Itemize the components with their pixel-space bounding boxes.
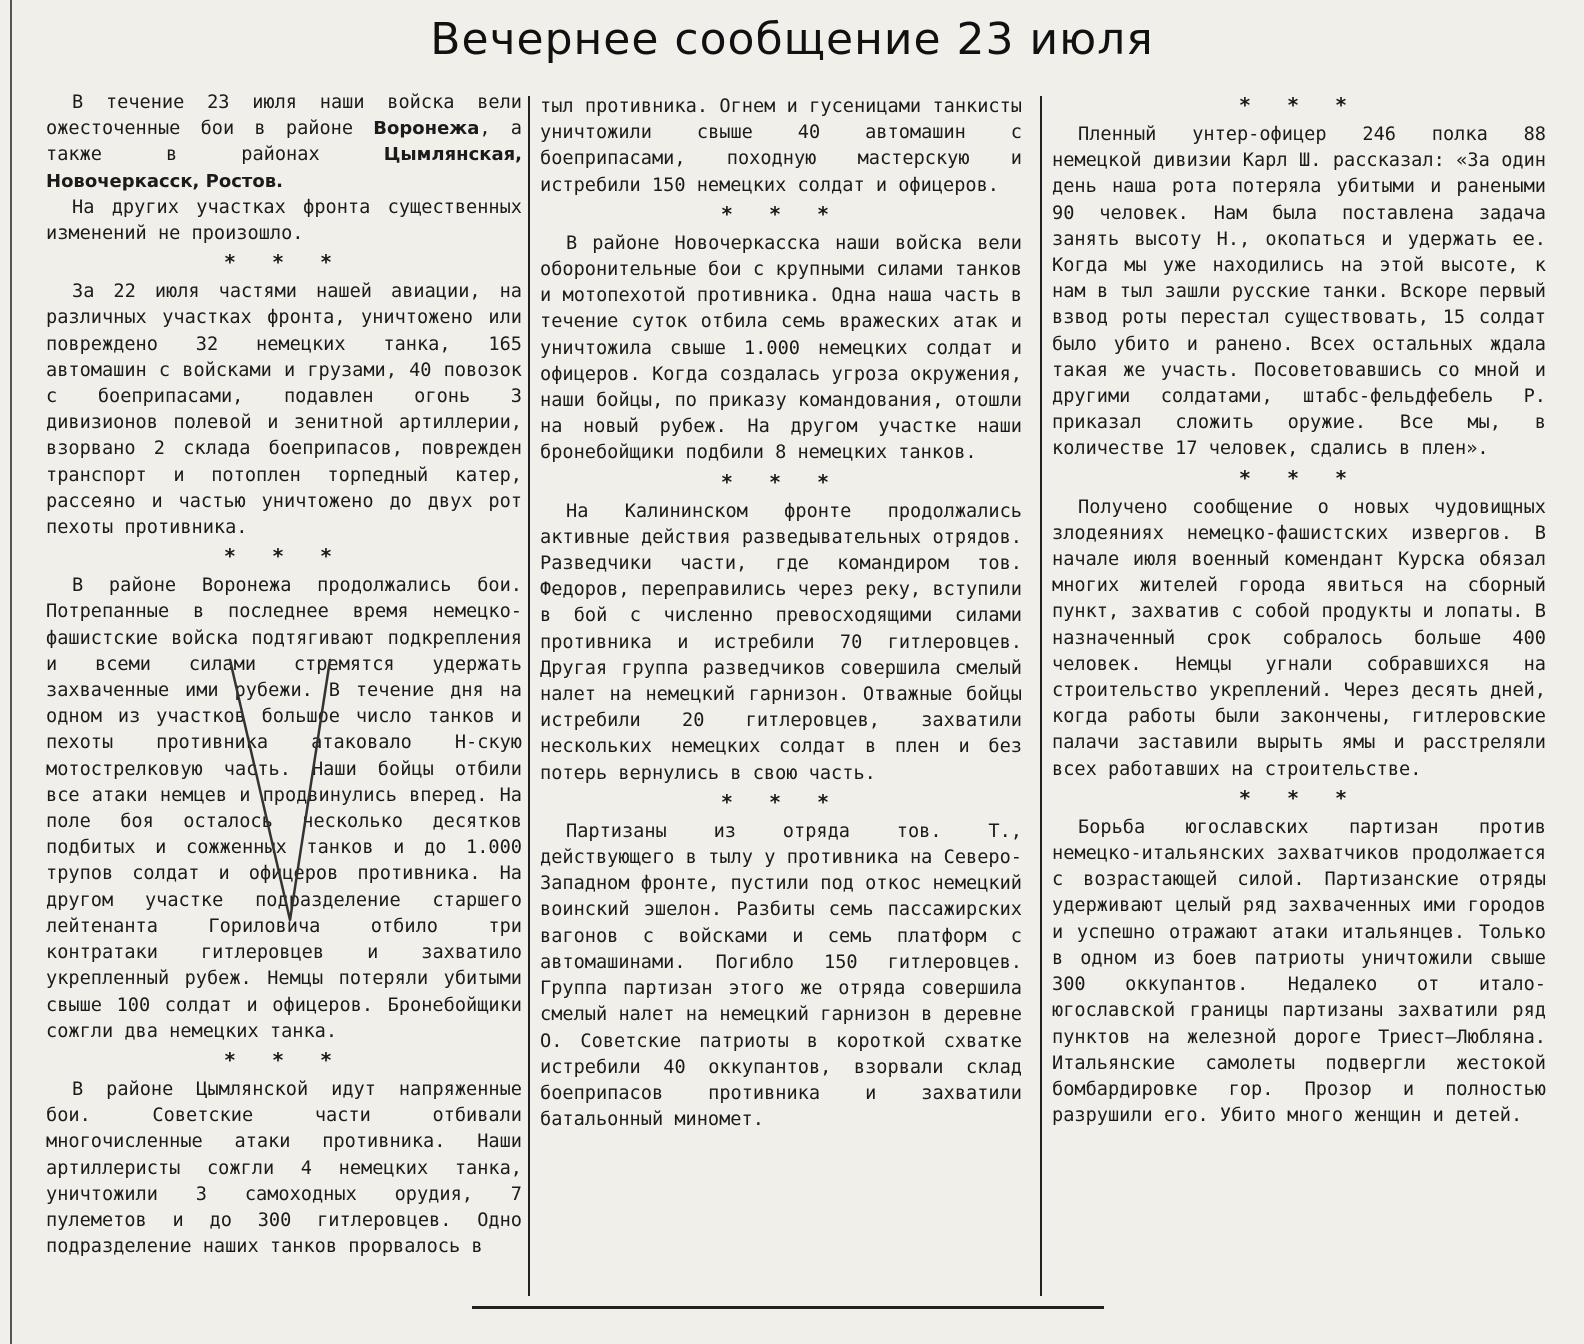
section-separator: * * * — [223, 544, 345, 569]
paragraph: В районе Новочеркасска наши войска вели оборонительные бои с крупными силами танков и мотопехотой противника. Одна наша часть в течение суток отбила семь вражеских атак и уничтожила свыше 1.000 немецких солдат и офицеров. Когда создалась угроза окружения, наши бойцы, по приказу командования, отошли на новый рубеж. На другом участке наши бронебойщики подбили 8 немецких танков. — [540, 232, 1022, 464]
paragraph: Партизаны из отряда тов. Т., действующего в тылу у противника на Северо-Западном фронте, пустили под откос немецкий воинский эшелон. Разбиты семь пассажирских вагонов с войсками и семь платформ с автомашинами. Погибло 150 гитлеровцев. Группа партизан этого же отряда совершила смелый налет на немецкий гарнизон в деревне О. Советские патриоты в короткой схватке истребили 40 оккупантов, взорвали склад боеприпасов противника и захватили батальонный миномет. — [540, 820, 1022, 1131]
section-separator: * * * — [720, 469, 842, 494]
paragraph: Борьба югославских партизан против немецко-итальянских захватчиков продолжается с возрастающей силой. Партизанские отряды удерживают целый ряд захваченных ими городов и успешно отражают атаки итальянцев. Только в одном из боев патриоты уничтожили свыше 300 оккупантов. Недалеко от итало-югославской границы партизаны захватили ряд пунктов на железной дороге Триест—Любляна. Итальянские самолеты подвергли жестокой бомбардировке гор. Прозор и полностью разрушили его. Убито много женщин и детей. — [1052, 816, 1546, 1127]
section-separator: * * * — [720, 201, 842, 226]
paragraph: тыл противника. Огнем и гусеницами танкисты уничтожили свыше 40 автомашин с боеприпасами, походную мастерскую и истребили 150 немецких солдат и офицеров. — [540, 96, 1022, 196]
bottom-rule — [472, 1306, 1104, 1309]
paragraph: Пленный унтер-офицер 246 полка 88 немецкой дивизии Карл Ш. рассказал: «За один день наша рота потеряла убитыми и ранеными 90 человек. Нам была поставлена задача занять высоту Н., окопаться и удержать ее. Когда мы уже находились на этой высоте, к нам в тыл зашли русские танки. Вскоре первый взвод роты перестал существовать, 15 солдат было убито и ранено. Всех остальных ждала такая же участь. Посоветовавшись со мной и другими солдатами, штабс-фельдфебель Р. приказал сложить оружие. Все мы, в количестве 17 человек, сдались в плен». — [1052, 124, 1546, 460]
paragraph: В районе Цымлянской идут напряженные бои. Советские части отбивали многочисленные атаки противника. Наши артиллеристы сожгли 4 немецких танка, уничтожили 3 самоходных орудия, 7 пулеметов и до 300 гитлеровцев. Одно подразделение наших танков прорвалось в — [46, 1078, 522, 1258]
paragraph: В районе Воронежа продолжались бои. Потрепанные в последнее время немецко-фашистские войска подтягивают подкрепления и всеми силами стремятся удержать захваченные ими рубежи. В течение дня на одном из участков большое число танков и пехоты противника атаковало Н-скую мотострелковую часть. Наши бойцы отбили все атаки немцев и продвинулись вперед. На поле боя осталось несколько десятков подбитых и сожженных танков и до 1.000 трупов солдат и офицеров противника. На другом участке подразделение старшего лейтенанта Гориловича отбило три контратаки гитлеровцев и захватило укрепленный рубеж. Немцы потеряли убитыми свыше 100 солдат и офицеров. Бронебойщики сожгли два немецких танка. — [46, 575, 522, 1042]
paragraph: На Калининском фронте продолжались активные действия разведывательных отрядов. Разведчики части, где командиром тов. Федоров, переправились через реку, вступили в бой с численно превосходящими силами противника и истребили 70 гитлеровцев. Другая группа разведчиков совершила смелый налет на немецкий гарнизон. Отважные бойцы истребили 20 гитлеровцев, захватили нескольких немецких солдат в плен и без потерь вернулись в свою часть. — [540, 500, 1022, 784]
section-separator: * * * — [720, 789, 842, 814]
section-separator: * * * — [223, 1047, 345, 1072]
intro-text-2: , а также в районах — [46, 118, 522, 166]
section-separator: * * * — [223, 250, 345, 275]
section-separator: * * * — [1238, 465, 1360, 490]
headline: Вечернее сообщение 23 июля — [430, 14, 1154, 65]
place-voronezh: Воронежа — [373, 118, 480, 140]
section-separator: * * * — [1238, 93, 1360, 117]
left-margin-rule — [10, 0, 12, 1344]
intro-paragraph — [46, 90, 522, 195]
place-list: Цымлянская, Новочеркасск, Ростов. — [46, 144, 522, 192]
column-3 — [1052, 90, 1546, 1129]
paragraph: На других участках фронта существенных изменений не произошло. — [46, 196, 522, 245]
paragraph: Получено сообщение о новых чудовищных злодеяниях немецко-фашистских извергов. В начале июля военный комендант Курска обязал многих жителей города явиться на сборный пункт, захватив с собой продукты и лопаты. В назначенный срок собралось больше 400 человек. Немцы угнали собравшихся на строительство укреплений. Через десять дней, когда работы были закончены, гитлеровские палачи заставили вырыть ямы и расстреляли всех работавших на строительстве. — [1052, 496, 1546, 780]
section-separator: * * * — [1238, 785, 1360, 810]
column-2 — [540, 94, 1022, 1133]
paragraph: За 22 июля частями нашей авиации, на различных участках фронта, уничтожено или повреждено 32 немецких танка, 165 автомашин с войсками и грузами, 40 повозок с боеприпасами, подавлен огонь 3 дивизионов полевой и зенитной артиллерии, взорвано 2 склада боеприпасов, поврежден транспорт и потоплен торпедный катер, рассеяно и частью уничтожено до двух рот пехоты противника. — [46, 281, 522, 539]
pencil-checkmark-icon — [220, 640, 340, 940]
column-divider-1 — [528, 96, 530, 1296]
column-divider-2 — [1040, 96, 1042, 1296]
intro-text: В течение 23 июля наши войска вели ожесточенные бои в районе — [46, 92, 522, 140]
